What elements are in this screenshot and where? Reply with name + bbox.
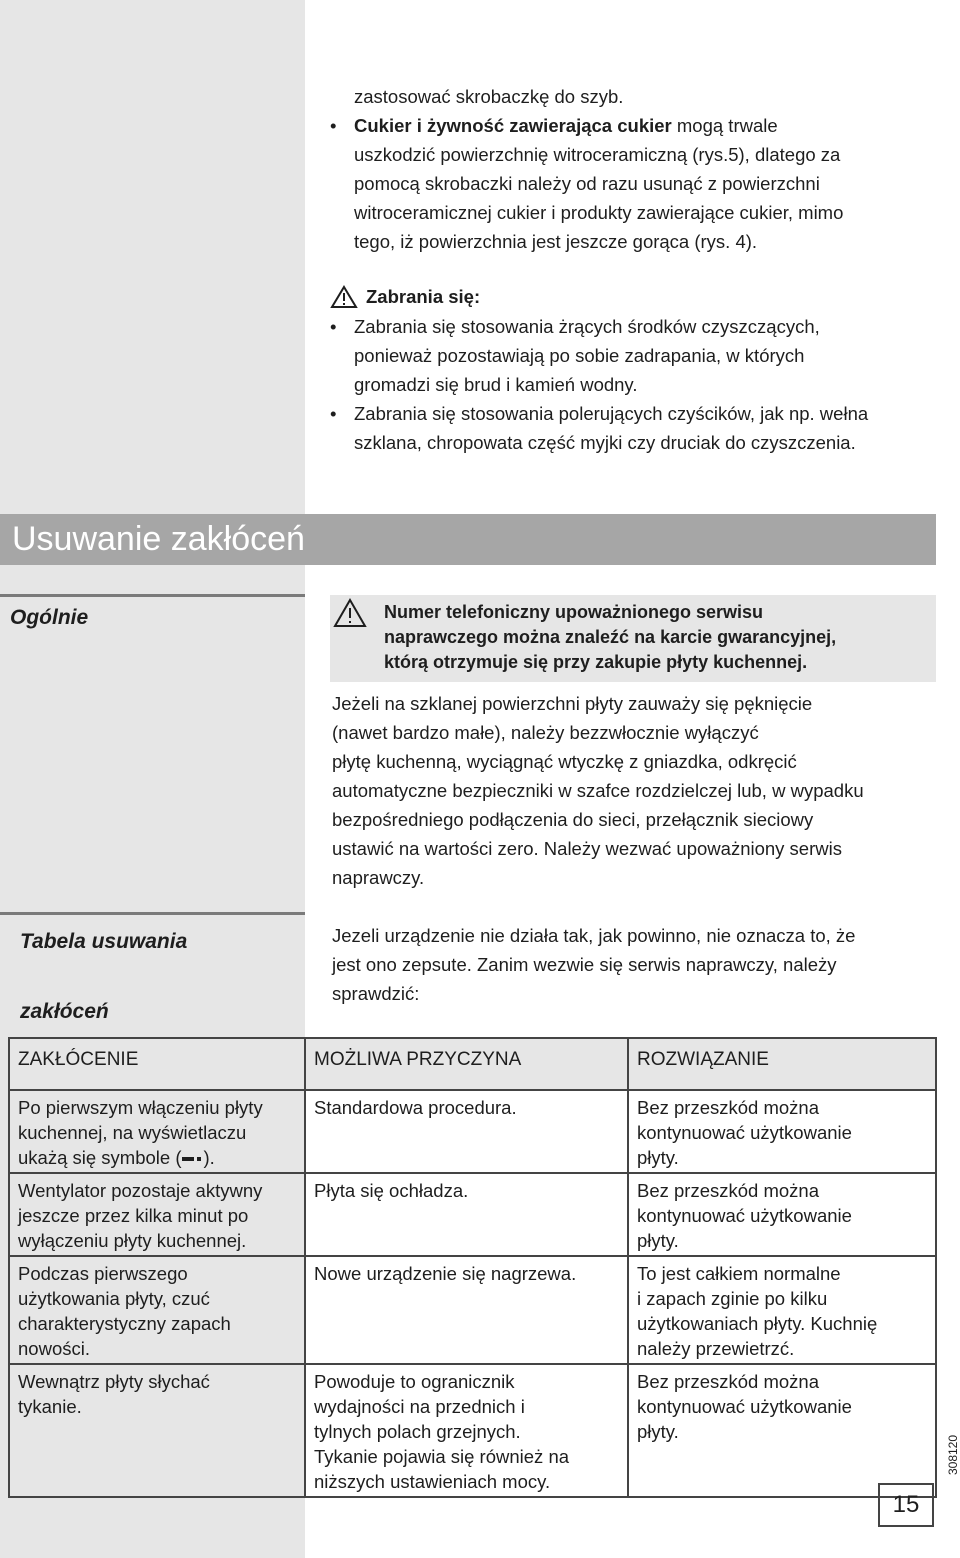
cell-line: płyty. [637, 1147, 679, 1168]
service-note-text [384, 600, 924, 675]
note-line: którą otrzymuje się przy zakupie płyty kuchennej. [384, 652, 808, 672]
intro-text: tego, iż powierzchnia jest jeszcze gorąca (rys. 4). [354, 231, 758, 252]
section-title: Usuwanie zakłóceń [12, 520, 305, 558]
warning-text: gromadzi się brud i kamień wodny. [354, 374, 638, 395]
solution-cell [628, 1090, 936, 1173]
warning-list [330, 312, 868, 457]
general-heading: Ogólnie [10, 606, 89, 629]
cell-line: tylnych polach grzejnych. [314, 1421, 521, 1442]
cell-line: Płyta się ochładza. [314, 1180, 469, 1201]
cell-line: użytkowaniach płyty. Kuchnię [637, 1313, 878, 1334]
cell-line: Po pierwszym włączeniu płyty [18, 1097, 263, 1118]
cell-line: nowości. [18, 1338, 90, 1359]
body-line: naprawczy. [332, 867, 425, 888]
cell-line: wyłączeniu płyty kuchennej. [18, 1230, 247, 1251]
fault-cell [9, 1090, 305, 1173]
note-line: naprawczego można znaleźć na karcie gwarancyjnej, [384, 627, 837, 647]
cell-line: użytkowania płyty, czuć [18, 1288, 210, 1309]
body-line: płytę kuchenną, wyciągnąć wtyczkę z gniazdka, odkręcić [332, 751, 797, 772]
fault-cell [9, 1256, 305, 1364]
table-row [9, 1256, 936, 1364]
intro-line: Jezeli urządzenie nie działa tak, jak powinno, nie oznacza to, że [332, 925, 856, 946]
section-header [0, 514, 936, 565]
intro-list [330, 111, 843, 256]
intro-text: witroceramicznej cukier i produkty zawierające cukier, mimo [354, 202, 844, 223]
body-line: (nawet bardzo małe), należy bezzwłocznie wyłączyć [332, 722, 759, 743]
fault-cell [9, 1173, 305, 1256]
cell-line: Standardowa procedura. [314, 1097, 517, 1118]
table-heading-line: zakłóceń [20, 1000, 109, 1023]
cell-line: kontynuować użytkowanie [637, 1205, 852, 1226]
cell-line: To jest całkiem normalne [637, 1263, 841, 1284]
cell-line: kontynuować użytkowanie [637, 1396, 852, 1417]
warning-triangle-icon [330, 285, 358, 309]
cell-line: Bez przeszkód można [637, 1097, 820, 1118]
cell-line: Nowe urządzenie się nagrzewa. [314, 1263, 577, 1284]
warning-triangle-icon [332, 597, 368, 629]
body-line: automatyczne bezpieczniki w szafce rozdzielczej lub, w wypadku [332, 780, 864, 801]
header-fault: ZAKŁÓCENIE [9, 1038, 305, 1090]
warning-heading [330, 285, 480, 309]
cell-line: kuchennej, na wyświetlaczu [18, 1122, 247, 1143]
table-row [9, 1364, 936, 1497]
crack-instructions [332, 689, 864, 892]
table-heading [0, 915, 305, 1038]
cause-cell [305, 1364, 628, 1497]
cell-line: charakterystyczny zapach [18, 1313, 231, 1334]
service-note-box [330, 595, 936, 682]
cell-line: wydajności na przednich i [314, 1396, 525, 1417]
list-item [330, 312, 868, 399]
fault-cell [9, 1364, 305, 1497]
sidebar-heading-table [0, 912, 305, 1038]
intro-continuation: zastosować skrobaczkę do szyb. [354, 86, 624, 107]
cell-line: Bez przeszkód można [637, 1180, 820, 1201]
cell-line: Wewnątrz płyty słychać [18, 1371, 210, 1392]
intro-text: uszkodzić powierzchnię witroceramiczną (rys.5), dlatego za [354, 144, 841, 165]
cell-line: Bez przeszkód można [637, 1371, 820, 1392]
intro-line: sprawdzić: [332, 983, 420, 1004]
warning-text: szklana, chropowata część myjki czy druciak do czyszczenia. [354, 432, 856, 453]
table-intro [332, 921, 855, 1008]
solution-cell [628, 1364, 936, 1497]
cell-line: ). [203, 1147, 215, 1168]
cell-line: Tykanie pojawia się również na [314, 1446, 570, 1467]
document-id [946, 1420, 960, 1490]
note-line: Numer telefoniczny upoważnionego serwisu [384, 602, 764, 622]
cell-line: należy przewietrzć. [637, 1338, 795, 1359]
cause-cell [305, 1090, 628, 1173]
body-line: bezpośredniego podłączenia do sieci, przełącznik sieciowy [332, 809, 814, 830]
cell-line: Powoduje to ogranicznik [314, 1371, 515, 1392]
table-row [9, 1090, 936, 1173]
warning-text: Zabrania się stosowania polerujących czyścików, jak np. wełna [354, 403, 869, 424]
table-heading-line: Tabela usuwania [20, 930, 188, 953]
sidebar-heading-general [0, 594, 305, 638]
cell-line: jeszcze przez kilka minut po [18, 1205, 249, 1226]
table-row [9, 1173, 936, 1256]
table-header-row [9, 1038, 936, 1090]
warning-title: Zabrania się: [366, 286, 481, 307]
list-item [330, 111, 843, 256]
solution-cell [628, 1256, 936, 1364]
cell-line: niższych ustawieniach mocy. [314, 1471, 551, 1492]
cell-line: kontynuować użytkowanie [637, 1122, 852, 1143]
document-id-text: 308120 [946, 1434, 960, 1476]
intro-line: jest ono zepsute. Zanim wezwie się serwis naprawczy, należy [332, 954, 837, 975]
sugar-bold-text: Cukier i żywność zawierająca cukier [354, 115, 672, 136]
cell-line: Wentylator pozostaje aktywny [18, 1180, 263, 1201]
warning-text: ponieważ pozostawiają po sobie zadrapania, w których [354, 345, 805, 366]
header-cause: MOŻLIWA PRZYCZYNA [305, 1038, 628, 1090]
fault-table [8, 1037, 937, 1498]
cause-cell [305, 1256, 628, 1364]
header-solution: ROZWIĄZANIE [628, 1038, 936, 1090]
cell-line: płyty. [637, 1421, 679, 1442]
body-line: ustawić na wartości zero. Należy wezwać upoważniony serwis [332, 838, 842, 859]
list-item [330, 399, 868, 457]
cell-line: tykanie. [18, 1396, 82, 1417]
dash-dot-symbol-icon [181, 1154, 203, 1164]
solution-cell [628, 1173, 936, 1256]
cause-cell [305, 1173, 628, 1256]
cell-line: Podczas pierwszego [18, 1263, 188, 1284]
cell-line: i zapach zginie po kilku [637, 1288, 828, 1309]
page-number: 15 [878, 1483, 934, 1527]
body-line: Jeżeli na szklanej powierzchni płyty zauważy się pęknięcie [332, 693, 813, 714]
cell-line: ukażą się symbole ( [18, 1147, 182, 1168]
intro-text: mogą trwale [671, 115, 778, 136]
cell-line: płyty. [637, 1230, 679, 1251]
intro-text: pomocą skrobaczki należy od razu usunąć z powierzchni [354, 173, 820, 194]
warning-text: Zabrania się stosowania żrących środków czyszczących, [354, 316, 820, 337]
